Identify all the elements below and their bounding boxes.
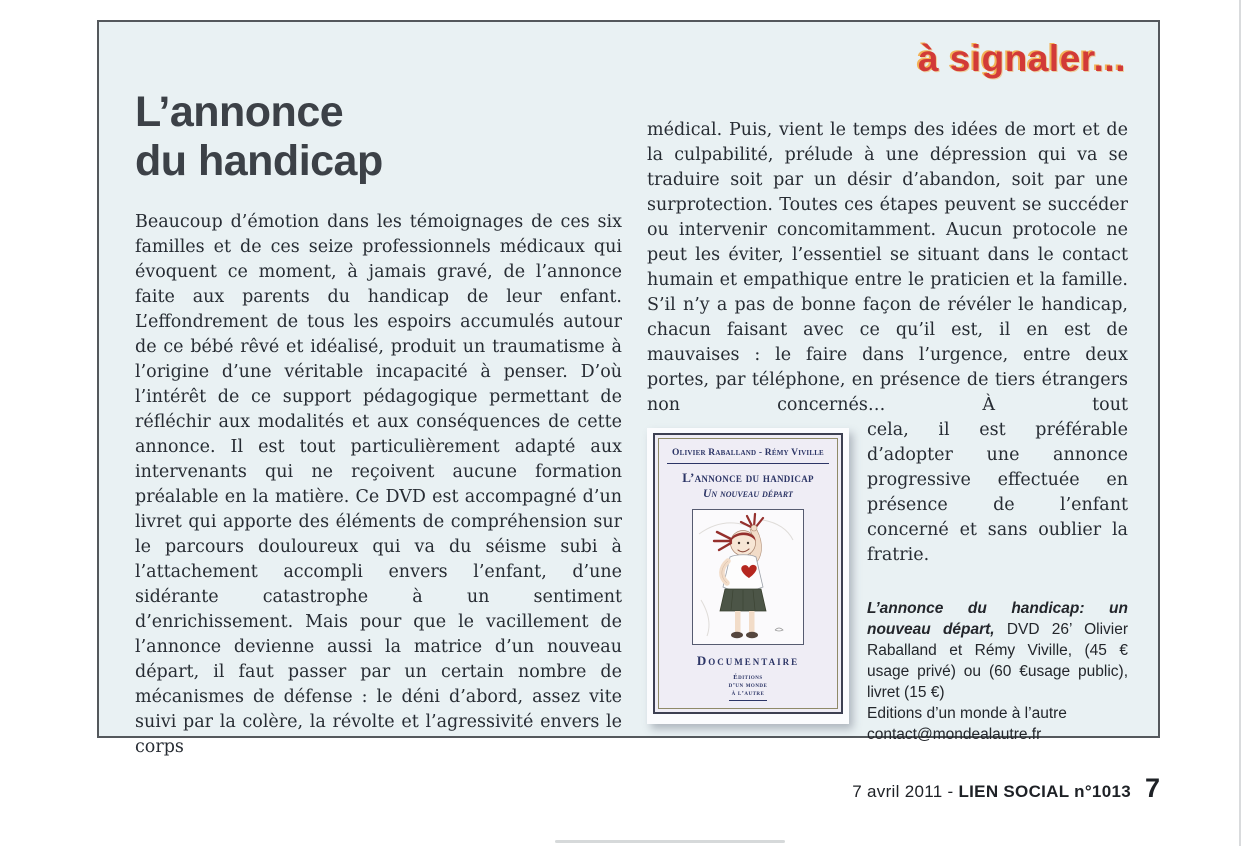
caption-publisher: Editions d’un monde à l’autre (867, 705, 1067, 722)
dvd-cover-rule (667, 463, 829, 464)
article-title-line-1: L’annonce (135, 88, 344, 136)
dvd-cover-inner (658, 438, 838, 709)
article-title-line-2: du handicap (135, 137, 383, 185)
publisher-logo-line-2: d’un monde (728, 682, 768, 689)
scan-smudge-artifact (555, 840, 785, 843)
section-label: à signaler... (917, 38, 1126, 79)
article-text-right-2: cela, il est préférable d’adopter une annonce progressive effectuée en présence de l’enfant concerné et sans oublier la fratrie. (867, 420, 1128, 565)
dvd-photo (647, 428, 849, 724)
dvd-cover-title: L’annonce du handicap (682, 470, 814, 485)
dvd-cover (653, 433, 843, 714)
dvd-cover-illustration (692, 509, 804, 645)
dvd-figure (647, 428, 849, 724)
article-text-left: Beaucoup d’émotion dans les témoignages de ces six familles et de ces seize professionnels médicaux qui évoquent ce moment, à jamais gravé, de l’annonce faite aux parents du handicap de leur enfant. L’effondrement de tous les espoirs accumulés autour de ce bébé rêvé et idéalisé, produit un traumatisme à l’origine d’une véritable incapacité à penser. D’où l’intérêt de ce support pédagogique permettant de réfléchir aux modalités et aux conséquences de cette annonce. Il est tout particulièrement adapté aux intervenants qui ne reçoivent aucune formation préalable en la matière. Ce DVD est accompagné d’un livret qui apporte des éléments de compréhension sur le parcours douloureux qui va du séisme subi à l’attachement accompli envers l’enfant, d’une sidérante catastrophe à un sentiment d’enrichissement. Mais pour que le vacillement de l’annonce devienne aussi la matrice d’un nouveau départ, il faut passer par un certain nombre de mécanismes de défense : le déni d’abord, assez vite suivi par la colère, la révolte et l’agressivité envers le corps (135, 212, 622, 757)
publisher-logo-line-3: à l’autre (731, 690, 765, 697)
dvd-cover-subtitle: Un nouveau départ (703, 488, 793, 500)
article-text-right-1: médical. Puis, vient le temps des idées de mort et de la culpabilité, prélude à une dépression qui va se traduire soit par un désir d’abandon, soit par une surprotection. Toutes ces étapes peuvent se succéder ou intervenir concomitamment. Aucun protocole ne peut les éviter, l’essentiel se situant dans le contact humain et empathique entre le praticien et la famille. S’il n’y a pas de bonne façon de révéler le handicap, chacun faisant avec ce qu’il est, il en est de mauvaises : le faire dans l’urgence, entre deux portes, par téléphone, en présence de tiers étrangers non concernés… À tout (647, 120, 1128, 415)
footer-journal: LIEN SOCIAL n°1013 (958, 782, 1131, 801)
article-card (97, 20, 1160, 757)
article-title (135, 88, 622, 186)
right-column (647, 86, 1128, 760)
caption-title: L’annonce du handicap: un nouveau départ, (867, 600, 1128, 638)
dvd-cover-publisher-logo (729, 674, 768, 701)
publisher-logo-line-1: Éditions (733, 674, 763, 681)
footer-date: 7 avril 2011 - (852, 782, 959, 801)
article-columns (135, 86, 1128, 760)
girl-illustration-icon (693, 510, 803, 644)
dvd-cover-authors: Olivier Raballand - Rémy Viville (672, 448, 824, 458)
page-footer (97, 773, 1160, 804)
dvd-cover-genre: Documentaire (696, 653, 800, 668)
left-column (135, 86, 622, 760)
footer-page-number: 7 (1144, 773, 1160, 803)
caption-email: contact@mondealautre.fr (867, 726, 1042, 743)
caption-details: DVD 26’ Olivier Raballand et Rémy Viville, (45 € usage privé) ou (60 €usage public), livret (15 €) (867, 621, 1129, 701)
